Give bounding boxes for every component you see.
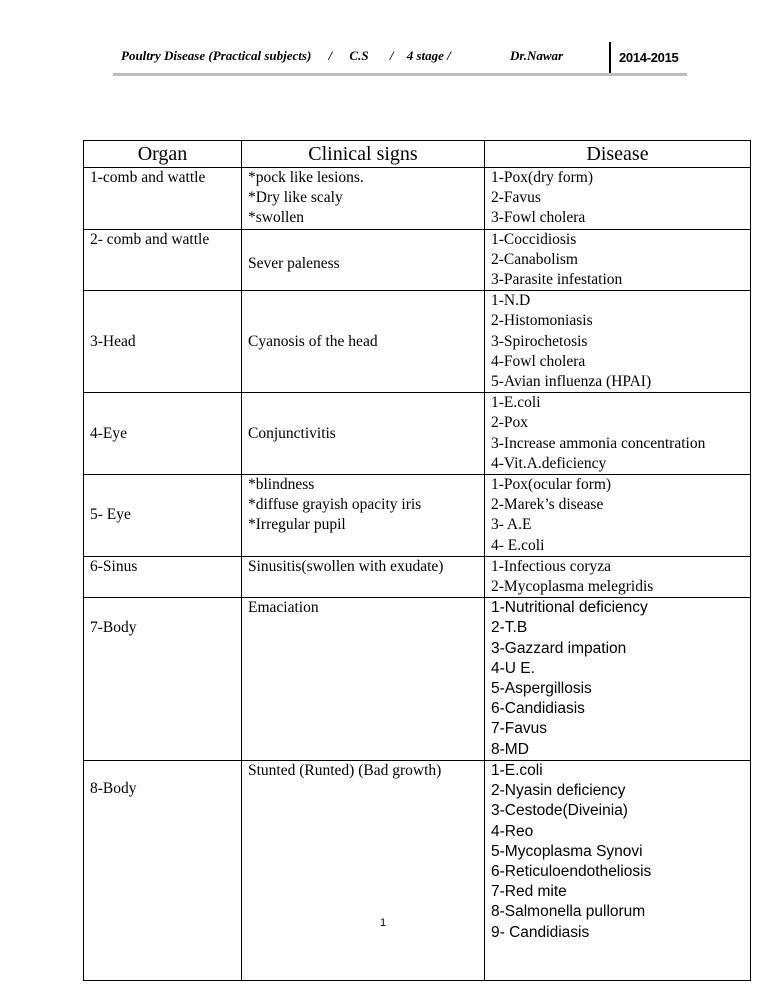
disease-line: 4-U E. bbox=[491, 659, 535, 677]
table-row bbox=[84, 475, 751, 557]
header-dept: C.S bbox=[349, 48, 369, 63]
sign-line: Sinusitis(swollen with exudate) bbox=[248, 557, 444, 575]
page-header bbox=[113, 40, 687, 80]
organ-cell: 1-comb and wattle bbox=[84, 168, 242, 230]
diseases-cell bbox=[485, 760, 751, 980]
disease-line: 2-Canabolism bbox=[491, 250, 578, 268]
page-number: 1 bbox=[380, 917, 387, 929]
header-course: Poultry Disease (Practical subjects) bbox=[121, 48, 312, 63]
sign-line: *Irregular pupil bbox=[248, 516, 346, 534]
disease-line: 1-E.coli bbox=[491, 394, 541, 412]
table-row bbox=[84, 168, 751, 230]
disease-line: 3- A.E bbox=[491, 516, 532, 534]
disease-line: 3-Gazzard impation bbox=[491, 639, 627, 657]
diseases-cell bbox=[485, 291, 751, 393]
sign-line: *Dry like scaly bbox=[248, 189, 343, 207]
disease-line: 2-Pox bbox=[491, 414, 529, 432]
disease-line: 1-Infectious coryza bbox=[491, 557, 612, 575]
sign-line: *pock like lesions. bbox=[248, 169, 364, 186]
header-text bbox=[121, 48, 563, 64]
header-clinical-signs: Clinical signs bbox=[242, 141, 485, 168]
header-slash-2: / bbox=[389, 48, 394, 63]
organ-cell: 6-Sinus bbox=[84, 556, 242, 597]
sign-line: Sever paleness bbox=[248, 254, 340, 272]
header-year: 2014-2015 bbox=[619, 50, 679, 65]
header-rule bbox=[113, 73, 687, 76]
disease-line: 4-Fowl cholera bbox=[491, 352, 586, 370]
organ-cell: 5- Eye bbox=[84, 475, 242, 557]
disease-line: 3-Increase ammonia concentration bbox=[491, 434, 706, 452]
signs-cell bbox=[242, 393, 485, 475]
organ-cell: 8-Body bbox=[84, 760, 242, 980]
disease-line: 1-Coccidiosis bbox=[491, 230, 577, 248]
table-row bbox=[84, 393, 751, 475]
disease-line: 2-Marek’s disease bbox=[491, 496, 604, 514]
diseases-cell bbox=[485, 229, 751, 291]
disease-line: 7-Favus bbox=[491, 720, 547, 738]
disease-line: 5-Aspergillosis bbox=[491, 680, 592, 698]
disease-line: 1-Nutritional deficiency bbox=[491, 599, 648, 617]
disease-line: 1-E.coli bbox=[491, 761, 543, 779]
organ-cell: 7-Body bbox=[84, 598, 242, 761]
signs-cell bbox=[242, 556, 485, 597]
disease-table bbox=[83, 140, 751, 981]
sign-line: Stunted (Runted) (Bad growth) bbox=[248, 761, 442, 779]
sign-line: Conjunctivitis bbox=[248, 424, 336, 442]
disease-line: 3-Fowl cholera bbox=[491, 209, 586, 227]
disease-line: 4-Vit.A.deficiency bbox=[491, 454, 607, 472]
disease-line: 6-Candidiasis bbox=[491, 700, 585, 718]
organ-cell: 3-Head bbox=[84, 291, 242, 393]
table-row bbox=[84, 229, 751, 291]
signs-cell bbox=[242, 229, 485, 291]
table-row bbox=[84, 556, 751, 597]
disease-line: 4- E.coli bbox=[491, 536, 545, 554]
signs-cell bbox=[242, 475, 485, 557]
disease-line: 1-Pox(ocular form) bbox=[491, 476, 612, 494]
diseases-cell bbox=[485, 475, 751, 557]
disease-line: 3-Parasite infestation bbox=[491, 271, 623, 289]
disease-line: 4-Reo bbox=[491, 822, 534, 840]
diseases-cell bbox=[485, 556, 751, 597]
disease-line: 2-Histomoniasis bbox=[491, 312, 593, 330]
disease-line: 2-Mycoplasma melegridis bbox=[491, 578, 654, 596]
disease-line: 2-Favus bbox=[491, 189, 541, 207]
disease-line: 9- Candidiasis bbox=[491, 923, 590, 941]
disease-line: 1-Pox(dry form) bbox=[491, 169, 594, 186]
signs-cell bbox=[242, 598, 485, 761]
sign-line: *blindness bbox=[248, 476, 315, 494]
sign-line: Emaciation bbox=[248, 599, 319, 617]
table-row bbox=[84, 760, 751, 980]
table-row bbox=[84, 291, 751, 393]
signs-cell bbox=[242, 760, 485, 980]
disease-line: 2-T.B bbox=[491, 619, 528, 637]
sign-line: Cyanosis of the head bbox=[248, 332, 378, 350]
header-slash-1: / bbox=[328, 48, 333, 63]
table-header-row bbox=[84, 141, 751, 168]
disease-line: 6-Reticuloendotheliosis bbox=[491, 862, 652, 880]
header-separator bbox=[609, 42, 611, 74]
diseases-cell bbox=[485, 598, 751, 761]
sign-line: *swollen bbox=[248, 209, 304, 227]
disease-line: 2-Nyasin deficiency bbox=[491, 782, 626, 800]
header-stage: 4 stage / bbox=[406, 48, 451, 63]
diseases-cell bbox=[485, 168, 751, 230]
sign-line: *diffuse grayish opacity iris bbox=[248, 496, 422, 514]
disease-line: 5-Mycoplasma Synovi bbox=[491, 842, 643, 860]
organ-cell: 4-Eye bbox=[84, 393, 242, 475]
disease-line: 8-Salmonella pullorum bbox=[491, 903, 646, 921]
table-row bbox=[84, 598, 751, 761]
disease-line: 3-Spirochetosis bbox=[491, 332, 588, 350]
disease-line: 5-Avian influenza (HPAI) bbox=[491, 373, 652, 391]
disease-line: 8-MD bbox=[491, 740, 529, 758]
organ-cell: 2- comb and wattle bbox=[84, 229, 242, 291]
header-disease: Disease bbox=[485, 141, 751, 168]
signs-cell bbox=[242, 168, 485, 230]
disease-line: 1-N.D bbox=[491, 292, 531, 310]
header-organ: Organ bbox=[84, 141, 242, 168]
header-author: Dr.Nawar bbox=[510, 48, 564, 63]
diseases-cell bbox=[485, 393, 751, 475]
disease-line: 3-Cestode(Diveinia) bbox=[491, 802, 628, 820]
signs-cell bbox=[242, 291, 485, 393]
disease-line: 7-Red mite bbox=[491, 883, 567, 901]
